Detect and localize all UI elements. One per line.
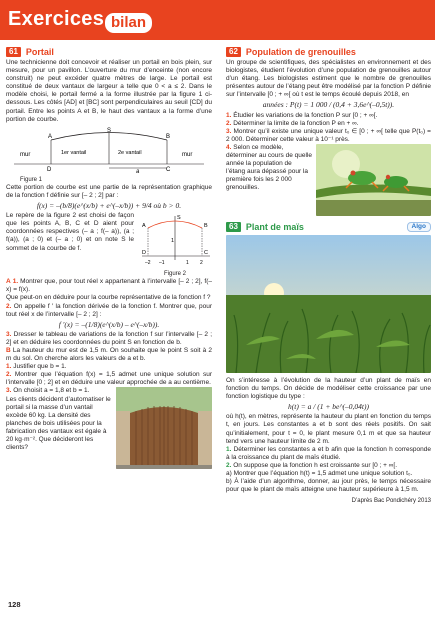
formula-f: f(x) = –(b/8)(e^(x/b) + e^(–x/b)) + 9/4 où b > 0.	[36, 201, 182, 211]
formula-h: h(t) = a / (1 + be^(–0,04t))	[288, 402, 369, 412]
header-banner	[0, 0, 435, 40]
question-b1: 1. Justifier que b = 1.	[6, 363, 67, 371]
question-62-3: 3. Montrer qu’il existe une unique valeur t₀ ∈ [0 ; + ∞[ telle que P(t₀) = 2 000. Déterminer cette valeur à 10⁻¹ près.	[226, 127, 431, 143]
question-62-1: 1. Étudier les variations de la fonction P sur [0 ; + ∞[.	[226, 111, 378, 119]
text-with-figure-2	[6, 212, 212, 278]
question-63-2a: a) Montrer que l’équation h(t) = 1,5 admet une unique solution t₀.	[226, 469, 413, 477]
exercise-63-intro: On s’intéresse à l’évolution de la hauteur d’un plant de maïs en fonction du temps. On décide de modéliser cette croissance par une fonction logistique du type :	[226, 376, 431, 401]
question-a2: 2. On appelle f ′ la fonction dérivée de la fonction f. Montrer que, pour tout réel x de l’intervalle [– 2 ; 2] :	[6, 302, 212, 318]
exercise-62-heading	[226, 47, 431, 57]
question-a1-b: Que peut-on en déduire pour la courbe représentative de la fonction f ?	[6, 294, 211, 302]
question-63-1: 1. Déterminer les constantes a et b afin que la fonction h corresponde à la croissance du plant de maïs étudié.	[226, 445, 431, 461]
part-b-intro: B La hauteur du mur est de 1,5 m. On souhaite que le point S soit à 2 m du sol. On cherche alors les valeurs de a et b.	[6, 346, 212, 363]
exercise-62-intro: Un groupe de scientifiques, des spécialistes en environnement et des biologistes, étudient l’évolution d’une population de grenouilles autour d’un étang. Les biologistes estiment que le nombre de grenouilles présentes autour de l’étang peut être modélisé par la fonction P définie sur l’intervalle [0 ; + ∞[ où t est le temps écoulé depuis 2018, en	[226, 59, 431, 99]
fig1-vantail-1: 1er vantail	[61, 149, 87, 156]
fig1-mur-right: mur	[182, 151, 193, 158]
question-b2: 2. Montrer que l’équation f(x) = 1,5 admet une unique solution sur l’intervalle [0 ; 2] et en déduire une valeur approchée de a au centième.	[6, 371, 212, 387]
fig2-tick: 1	[186, 260, 189, 267]
fig1-S: S	[107, 127, 112, 134]
exercise-61-intro: Une technicienne doit concevoir et réaliser un portail en bois plein, sur mesure, pour un pavillon. L’ouverture du mur d’enceinte (non encore construit) ne peut excéder quatre mètres de large. Le portail est constitué de deux vantaux de largeur a telle que 0 < a ≤ 2. Dans le modèle choisi, le portail fermé a la forme illustrée par la figure 1 ci-dessous. Les côtés [AD] et [BC] sont perpendiculaires au seuil [CD] du portail. Entre les points A et B, le haut des vantaux a la forme d’une portion de courbe.	[6, 59, 212, 123]
algo-badge: Algo	[407, 222, 431, 232]
fig2-tick: –2	[145, 260, 151, 267]
question-b3: 3. On choisit a = 1,8 et b = 1.	[6, 387, 90, 395]
fig2-S: S	[177, 215, 181, 222]
question-a3: 3. Dresser le tableau de variations de la fonction f sur l’intervalle [– 2 ; 2] et en déduire les coordonnées du point S en fonction de b.	[6, 330, 212, 346]
fig2-A: A	[142, 223, 146, 230]
question-a1: A 1. Montrer que, pour tout réel x appartenant à l’intervalle [– 2 ; 2], f(– x) = f(x).	[6, 278, 212, 294]
question-62-4-with-photo	[226, 144, 431, 216]
fig2-B: B	[204, 223, 208, 230]
page-number: 128	[8, 600, 21, 609]
fig1-C: C	[166, 166, 171, 173]
fig1-a: a	[136, 168, 140, 174]
corn-field-photo	[226, 235, 431, 373]
header-title: Exercices	[8, 8, 105, 30]
exercise-61-text-3: Le repère de la figure 2 est choisi de façon que les points A, B, C et D aient pour coordonnées respectives (– a ; f(– a)), (a ; f(a)), (a ; 0) et (– a ; 0) et on note S le sommet de la courbe de f.	[6, 212, 134, 252]
exercise-number: 61	[6, 47, 21, 57]
formula-P: années : P(t) = 1 000 / (0,4 + 3,6e^(–0,5t)).	[262, 100, 395, 110]
fig1-vantail-2: 2e vantail	[118, 149, 142, 156]
frogs-photo	[316, 144, 431, 216]
exercise-63	[226, 222, 431, 505]
fig2-one: 1	[171, 238, 175, 245]
gate-photo	[116, 387, 212, 469]
fig1-A: A	[48, 133, 53, 140]
exercise-63-text-2: où h(t), en mètres, représente la hauteur du plant en fonction du temps t, en jours. Les constantes a et b sont des réels positifs. On sait qu’initialement, pour t = 0, le plant mesure 0,1 m et que sa hauteur tend vers une hauteur limite de 2 m.	[226, 413, 431, 445]
exercise-title: Population de grenouilles	[245, 46, 356, 57]
fig2-D: D	[142, 250, 146, 257]
exercise-number: 62	[226, 47, 241, 57]
question-62-2: 2. Déterminer la limite de la fonction P en + ∞.	[226, 119, 359, 127]
exercise-61-heading	[6, 47, 212, 57]
question-63-2b: b) À l’aide d’un algorithme, donner, au jour près, le temps nécessaire pour que le plant de maïs atteigne une hauteur supérieure à 1,5 m.	[226, 478, 431, 494]
fig1-mur-left: mur	[20, 151, 31, 158]
fig2-tick: 2	[200, 260, 203, 267]
figure-2-caption: Figure 2	[163, 271, 186, 278]
question-b3-b: Les clients décident d’automatiser le portail si la masse d’un vantail excède 60 kg. La densité des planches de bois utilisées pour la fabrication des vantaux est égale à 20 kg·m⁻². Que décideront les clients?	[6, 395, 111, 452]
figure-1-portail	[6, 126, 212, 174]
exercise-61	[6, 47, 212, 469]
figure-2-repere	[138, 214, 212, 268]
fig2-C: C	[204, 250, 208, 257]
question-63-2: 2. On suppose que la fonction h est croissante sur [0 ; + ∞[.	[226, 461, 398, 469]
exercise-61-text-2: Cette portion de courbe est une partie de la représentation graphique de la fonction f définie sur [– 2 ; 2] par :	[6, 183, 212, 199]
exercise-62	[226, 47, 431, 505]
fig1-D: D	[47, 166, 52, 173]
exercise-63-heading	[226, 222, 431, 232]
source-note: D’après Bac Pondichéry 2013	[351, 498, 431, 505]
exercise-title: Portail	[25, 46, 54, 57]
exercise-number: 63	[226, 222, 241, 232]
exercise-title: Plant de maïs	[245, 221, 304, 232]
figure-1-caption: Figure 1	[20, 176, 43, 183]
header-tag: bilan	[105, 13, 152, 33]
formula-f-prime: f ′(x) = –(1/8)(e^(x/b) – e^(–x/b)).	[58, 319, 160, 329]
question-62-4: 4. Selon ce modèle, déterminer au cours de quelle année la population de l’étang aura dépassé pour la première fois les 2 000 grenouilles.	[226, 143, 312, 192]
fig1-B: B	[166, 133, 171, 140]
fig2-tick: –1	[159, 260, 165, 267]
question-b3-with-photo	[6, 387, 212, 469]
